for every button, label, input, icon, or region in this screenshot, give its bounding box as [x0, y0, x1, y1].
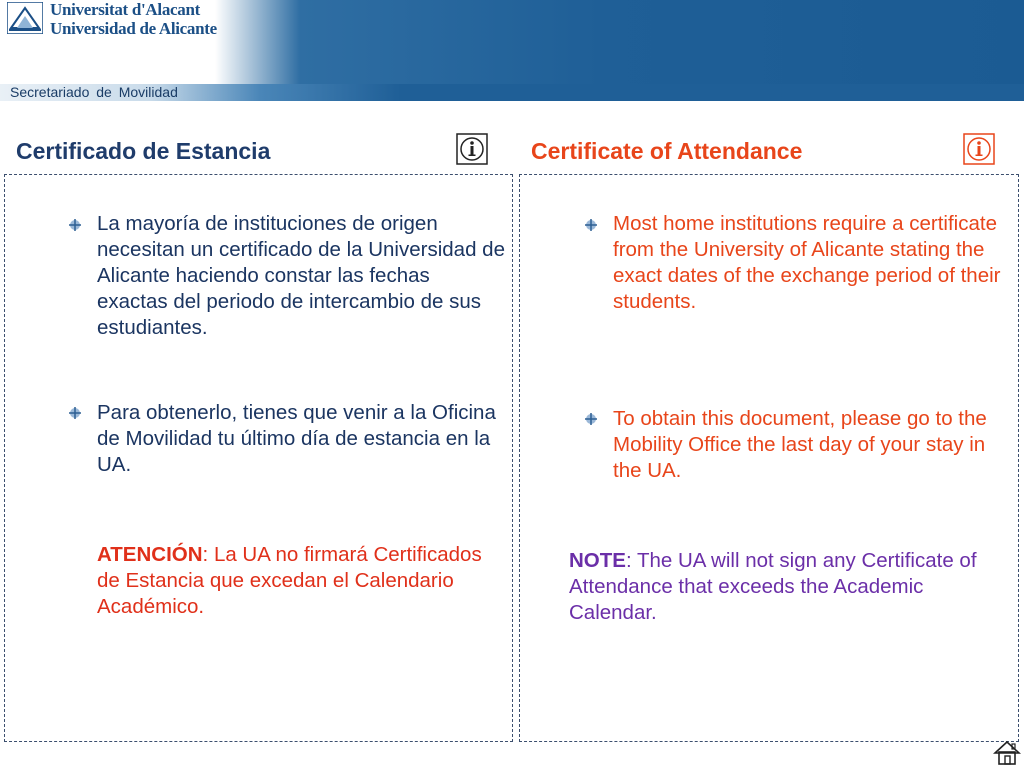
diamond-bullet-icon [68, 406, 82, 420]
note-label: NOTE [569, 549, 626, 572]
university-logo [7, 2, 43, 34]
university-name [50, 0, 217, 38]
note-text: : La UA no firmará Certificados de Estancia que excedan el Calendario Académico. [97, 543, 482, 618]
info-icon[interactable] [963, 133, 995, 165]
diamond-bullet-icon [68, 218, 82, 232]
bullet-text: La mayoría de instituciones de origen necesitan un certificado de la Universidad de Alicante haciendo constar las fechas exactas del periodo de intercambio de sus estudiantes. [97, 212, 505, 339]
office-name: Secretariado de Movilidad [10, 84, 178, 100]
bullet-text: To obtain this document, please go to the Mobility Office the last day of your stay in the UA. [613, 407, 987, 482]
university-name-valencian: Universitat d'Alacant [50, 0, 200, 19]
note-text: : The UA will not sign any Certificate of Attendance that exceeds the Academic Calendar. [569, 549, 977, 624]
diamond-bullet-icon [584, 412, 598, 426]
bullet-text: Para obtenerlo, tienes que venir a la Oficina de Movilidad tu último día de estancia en la UA. [97, 401, 496, 476]
title-spanish: Certificado de Estancia [16, 138, 271, 164]
note-spanish [97, 542, 497, 620]
header-banner [0, 0, 1024, 101]
bullet-text: Most home institutions require a certificate from the University of Alicante stating the exact dates of the exchange period of their students. [613, 212, 1001, 313]
info-icon[interactable] [456, 133, 488, 165]
home-icon[interactable] [993, 740, 1021, 766]
note-english [569, 548, 1009, 626]
title-english: Certificate of Attendance [531, 138, 803, 164]
university-name-spanish: Universidad de Alicante [50, 19, 217, 38]
diamond-bullet-icon [584, 218, 598, 232]
note-label: ATENCIÓN [97, 543, 203, 566]
